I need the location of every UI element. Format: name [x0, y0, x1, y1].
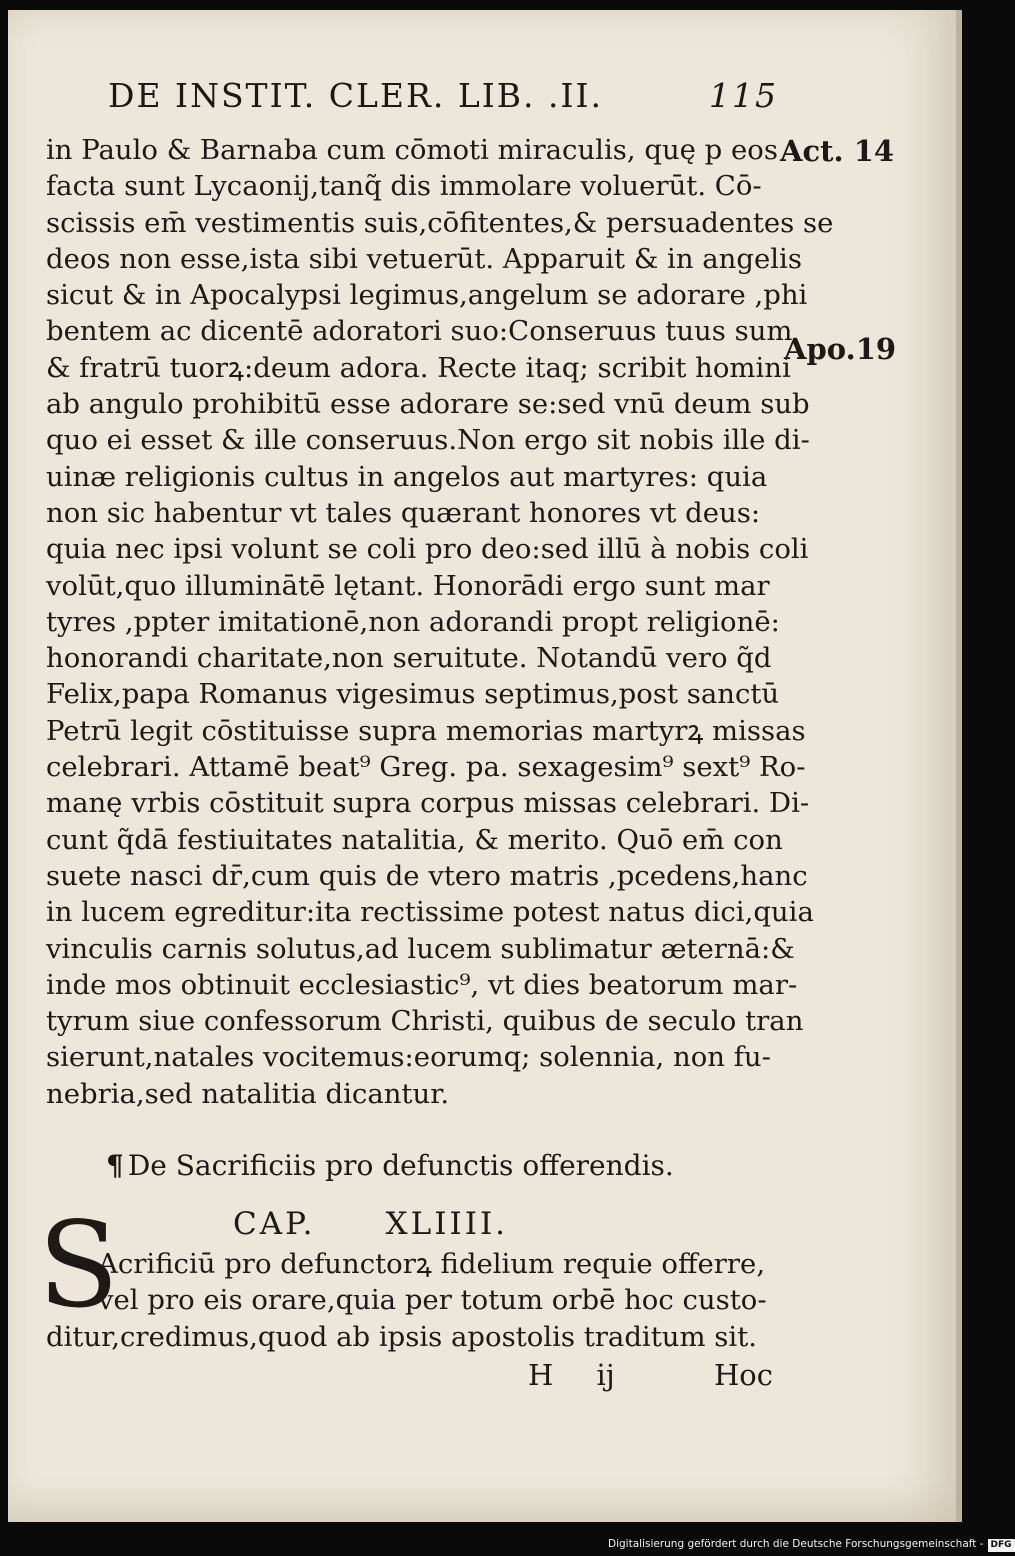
signature-number: ij [596, 1358, 615, 1392]
text-line: ditur,credimus,quod ab ipsis apostolis traditum sit. [46, 1320, 757, 1353]
text-line: tyrum siue confessorum Christi, quibus de seculo tran [46, 1005, 804, 1038]
text-line: suete nasci dr̄,cum quis de vtero matris ,pcedens,hanc [46, 859, 808, 892]
text-line: non sic habentur vt tales quærant honores vt deus: [46, 496, 761, 529]
chapter-number: XLIIII. [385, 1206, 509, 1242]
text-line: cunt q̃dā festiuitates natalitia, & merito. Quō em̄ con [46, 823, 783, 856]
book-page [8, 10, 962, 1522]
pilcrow-icon: ¶ [106, 1149, 124, 1182]
main-text-block [46, 132, 834, 1112]
text-line: manę vrbis cōstituit supra corpus missas celebrari. Di- [46, 787, 810, 820]
text-line: inde mos obtinuit ecclesiastic⁹, vt dies beatorum mar- [46, 968, 798, 1001]
margin-note-acts: Act. 14 [780, 134, 895, 168]
text-line: ab angulo prohibitū esse adorare se:sed vnū deum sub [46, 388, 810, 421]
text-line: Acrificiū pro defunctorꝝ fidelium requie offerre, [98, 1248, 766, 1280]
text-line: volūt,quo illuminātē lętant. Honorādi ergo sunt mar [46, 569, 770, 602]
rubric-text: De Sacrificiis pro defunctis offerendis. [127, 1149, 674, 1182]
text-line: bentem ac dicentē adoratori suo:Conseruus tuus sum [46, 315, 793, 348]
text-line: sicut & in Apocalypsi legimus,angelum se adorare ,phi [46, 279, 808, 312]
text-line: Petrū legit cōstituisse supra memorias martyrꝝ missas [46, 714, 806, 747]
chapter-text-block [46, 1246, 771, 1355]
text-line: sierunt,natales vocitemus:eorumq; solennia, non fu- [46, 1041, 771, 1074]
text-line: quia nec ipsi volunt se coli pro deo:sed illū à nobis coli [46, 533, 809, 566]
text-line: nebria,sed natalitia dicantur. [46, 1077, 450, 1110]
text-line: in Paulo & Barnaba cum cōmoti miraculis, quę p eos [46, 134, 778, 166]
text-line: quo ei esset & ille conseruus.Non ergo sit nobis ille di- [46, 424, 810, 457]
dfg-logo: DFG [988, 1539, 1015, 1552]
text-line: deos non esse,ista sibi vetuerūt. Apparuit & in angelis [46, 242, 802, 275]
folio-number: 115 [709, 76, 778, 115]
signature-line [528, 1358, 773, 1392]
drop-initial: S [38, 1196, 119, 1334]
text-line: honorandi charitate,non seruitute. Notandū vero q̃d [46, 642, 772, 675]
text-line: uinæ religionis cultus in angelos aut martyres: quia [46, 460, 768, 493]
text-line: tyres ,ppter imitationē,non adorandi propt religionē: [46, 605, 780, 638]
text-line: scissis em̄ vestimentis suis,cōfitentes,& persuadentes se [46, 206, 834, 239]
signature-mark: H [528, 1358, 554, 1392]
running-header [108, 76, 778, 122]
digitization-credit [608, 1536, 1012, 1552]
text-line: vel pro eis orare,quia per totum orbē hoc custo- [98, 1284, 767, 1317]
text-line: in lucem egreditur:ita rectissime potest natus dici,quia [46, 896, 814, 929]
text-line: celebrari. Attamē beat⁹ Greg. pa. sexagesim⁹ sext⁹ Ro- [46, 751, 806, 784]
margin-note-apocalypse: Apo.19 [784, 332, 897, 366]
text-line: facta sunt Lycaonij,tanq̃ dis immolare voluerūt. Cō- [46, 170, 762, 203]
text-line: Felix,papa Romanus vigesimus septimus,post sanctū [46, 678, 780, 711]
chapter-label: CAP. [233, 1206, 316, 1242]
chapter-heading [233, 1206, 773, 1242]
running-title: DE INSTIT. CLER. LIB. .II. [108, 76, 604, 115]
catchword: Hoc [714, 1358, 773, 1392]
text-line: vinculis carnis solutus,ad lucem sublimatur æternā:& [46, 932, 795, 965]
text-line: & fratrū tuorꝝ:deum adora. Recte itaq; scribit homini [46, 351, 791, 384]
credit-text: Digitalisierung gefördert durch die Deutsche Forschungsgemeinschaft - [608, 1538, 984, 1550]
section-rubric [106, 1149, 766, 1182]
